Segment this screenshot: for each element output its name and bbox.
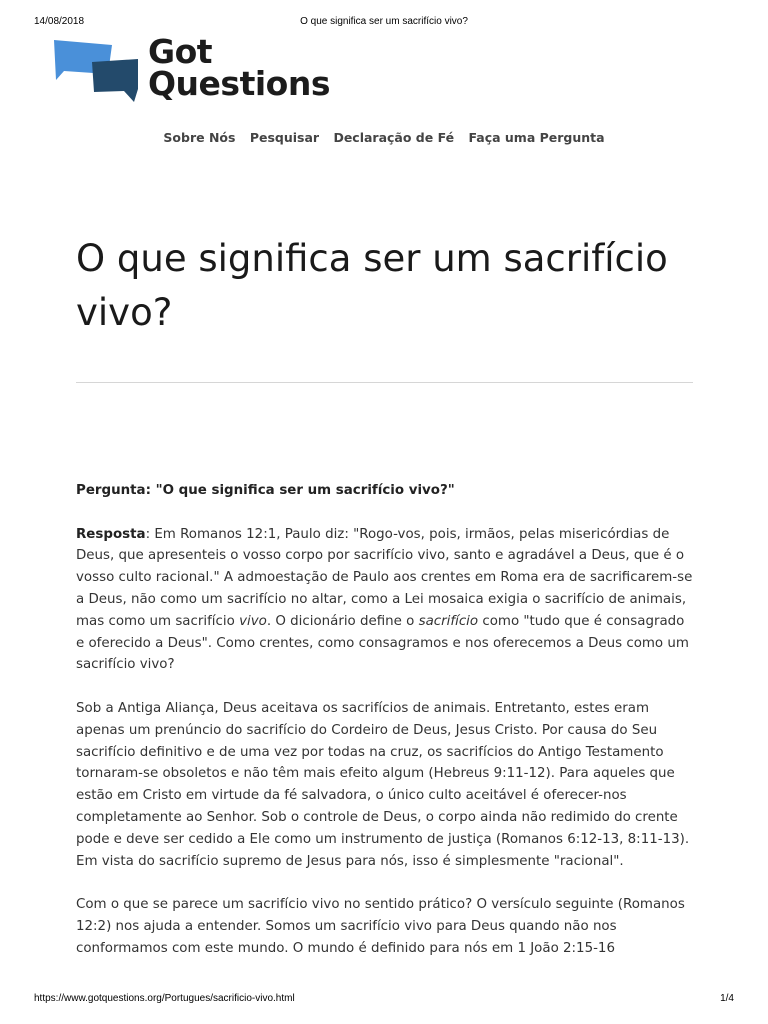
gotquestions-logo[interactable] bbox=[54, 32, 354, 108]
nav-link-pesquisar[interactable]: Pesquisar bbox=[249, 130, 320, 145]
nav-link-declaracao-de-fe[interactable]: Declaração de Fé bbox=[333, 130, 455, 145]
answer-emphasis-sacrificio: sacrifício bbox=[418, 613, 479, 629]
body-paragraph-2: Sob a Antiga Aliança, Deus aceitava os sacrifícios de animais. Entretanto, estes eram apenas um prenúncio do sacrifício do Cordeiro de Deus, Jesus Cristo. Por causa do Seu sacrifício definitivo e de uma vez por todas na cruz, os sacrifícios do Antigo Testamento tornaram-se obsoletos e não têm mais efeito algum (Hebreus 9:11-12). Para aqueles que estão em Cristo em virtude da fé salvadora, o único culto aceitável é oferecer-nos completamente ao Senhor. Sob o controle de Deus, o corpo ainda não redimido do crente pode e deve ser cedido a Ele como um instrumento de justiça (Romanos 6:12-13, 8:11-13). Em vista do sacrifício supremo de Jesus para nós, isso é simplesmente "racional". bbox=[76, 700, 690, 869]
logo-wordmark bbox=[148, 32, 330, 103]
answer-text-c: como "tudo que é consagrado e oferecido a Deus". Como crentes, como consagramos e nos oferecemos a Deus como um sacrifício vivo? bbox=[76, 613, 689, 673]
print-url: https://www.gotquestions.org/Portugues/sacrificio-vivo.html bbox=[34, 993, 295, 1004]
answer-text-b: . O dicionário define o bbox=[266, 613, 419, 629]
article-body bbox=[76, 480, 696, 981]
logo-word-questions: Questions bbox=[148, 64, 330, 103]
title-divider bbox=[76, 382, 693, 383]
question-label: Pergunta bbox=[76, 483, 146, 498]
print-date: 14/08/2018 bbox=[34, 16, 85, 27]
logo-word-got: Got bbox=[148, 32, 213, 71]
article-title: O que significa ser um sacrifício vivo? bbox=[76, 237, 668, 334]
question-text: : "O que significa ser um sacrifício vivo?" bbox=[145, 483, 455, 498]
answer-paragraph bbox=[76, 524, 696, 677]
body-paragraph-3: Com o que se parece um sacrifício vivo no sentido prático? O versículo seguinte (Romanos 12:2) nos ajuda a entender. Somos um sacrifício vivo para Deus quando não nos conformamos com este mundo. O mundo é definido para nós em 1 João 2:15-16 bbox=[76, 897, 685, 956]
question-paragraph bbox=[76, 480, 696, 502]
print-page-number: 1/4 bbox=[720, 993, 734, 1004]
nav-link-faca-uma-pergunta[interactable]: Faça uma Pergunta bbox=[468, 130, 605, 145]
speech-bubbles-icon bbox=[54, 40, 140, 104]
answer-text-a: : Em Romanos 12:1, Paulo diz: "Rogo-vos, pois, irmãos, pelas misericórdias de Deus, que apresenteis o vosso corpo por sacrifício vivo, santo e agradável a Deus, que é o vosso culto racional." A admoestação de Paulo aos crentes em Roma era de sacrificarem-se a Deus, não como um sacrifício no altar, como a Lei mosaica exigia o sacrifício de animais, mas como um sacrifício bbox=[76, 526, 693, 629]
print-header bbox=[34, 16, 734, 30]
print-page-title: O que significa ser um sacrifício vivo? bbox=[300, 16, 468, 27]
main-nav bbox=[0, 130, 768, 145]
answer-emphasis-vivo: vivo bbox=[239, 613, 267, 629]
nav-link-sobre-nos[interactable]: Sobre Nós bbox=[163, 130, 236, 145]
print-footer bbox=[34, 993, 734, 1007]
answer-label: Resposta bbox=[76, 526, 146, 542]
